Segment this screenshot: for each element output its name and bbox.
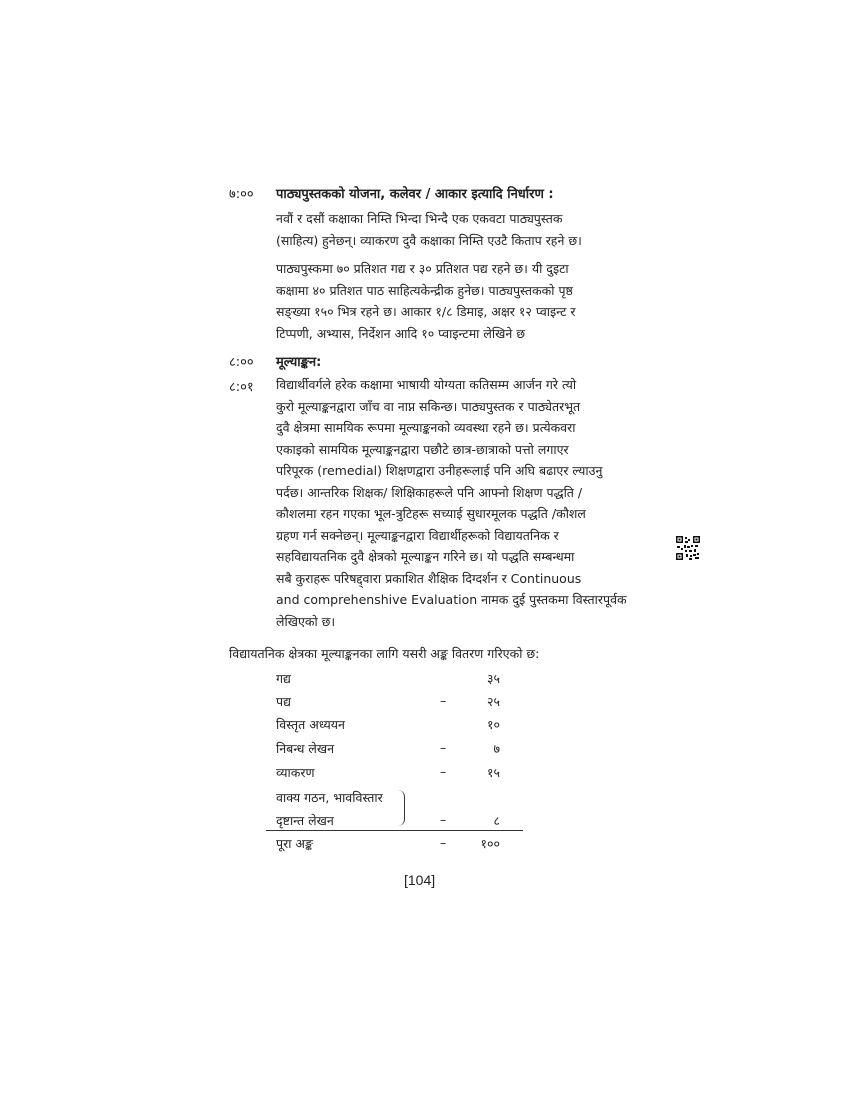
qr-code-icon: [676, 536, 700, 560]
table-row-dash: –: [440, 693, 447, 708]
table-total-label: पूरा अङ्क: [276, 836, 313, 851]
table-row-value: १०: [486, 717, 500, 732]
text-line: लेखिएको छ।: [276, 613, 336, 629]
text-line: पर्दछ। आन्तरिक शिक्षक/ शिक्षिकाहरूले पनि आफ्नो शिक्षण पद्धति /: [276, 484, 583, 500]
table-row-value: १५: [486, 765, 500, 780]
text-line: (साहित्य) हुनेछन्। व्याकरण दुवै कक्षाका निम्ति एउटै किताप रहने छ।: [276, 232, 582, 248]
page-number: [104]: [404, 872, 436, 888]
text-line: पाठ्यपुस्कमा ७० प्रतिशत गद्य र ३० प्रतिशत पद्य रहने छ। यी दुइटा: [276, 261, 569, 276]
text-line: सहविद्यायतनिक दुवै क्षेत्रको मूल्याङ्कन गरिने छ। यो पद्धति सम्बन्धमा: [276, 549, 575, 564]
text-line: नवौं र दसौं कक्षाका निम्ति भिन्दा भिन्दै एक एकवटा पाठ्यपुस्तक: [276, 211, 563, 226]
text-line: दुवै क्षेत्रमा सामयिक रूपमा मूल्याङ्कनको व्यवस्था रहने छ। प्रत्येकवरा: [276, 420, 576, 435]
text-line: कौशलमा रहन गएका भूल-त्रुटिहरू सच्याई सुधारमूलक पद्धति /कौशल: [276, 506, 586, 521]
text-line: and comprehenshive Evaluation नामक दुई पुस्तकमा विस्तारपूर्वक: [276, 592, 627, 607]
text-line: विद्यार्थीवर्गले हरेक कक्षामा भाषायी योग्यता कतिसम्म आर्जन गरे त्यो: [276, 377, 577, 392]
text-line: कुरो मूल्याङ्कनद्वारा जाँच वा नाप्न सकिन्छ। पाठ्यपुस्तक र पाठ्येतरभूत: [276, 398, 581, 414]
table-row-value: ८: [493, 813, 500, 828]
section-number: ८:०१: [229, 380, 254, 395]
table-row-dash: –: [440, 764, 447, 779]
table-row-label: व्याकरण: [276, 765, 315, 780]
section-number: ८:००: [229, 355, 254, 370]
text-line: सङ्ख्या १५० भित्र रहने छ। आकार १/८ डिमाइ, अक्षर १२ प्वाइन्ट र: [276, 304, 576, 319]
total-divider: [266, 830, 523, 831]
table-total-dash: –: [440, 835, 447, 850]
text-line: एकाइको सामयिक मूल्याङ्कनद्वारा पछौटे छात्र-छात्राको पत्तो लगाएर: [276, 441, 569, 457]
section-title: मूल्याङ्कन:: [276, 355, 322, 370]
table-row-dash: –: [440, 740, 447, 755]
table-row-label: निबन्ध लेखन: [276, 741, 335, 756]
table-row-label: पद्य: [276, 694, 291, 709]
section-title: पाठ्यपुस्तकको योजना, कलेवर / आकार इत्यादि निर्धारण :: [276, 187, 554, 202]
table-row-value: ३५: [486, 671, 500, 686]
text-line: परिपूरक (remedial) शिक्षणद्वारा उनीहरूलाई पनि अघि बढाएर ल्याउनु: [276, 463, 603, 478]
text-line: ग्रहण गर्न सक्नेछन्। मूल्याङ्कनद्वारा विद्यार्थीहरूको विद्यायतनिक र: [276, 527, 559, 543]
table-intro: विद्यायतनिक क्षेत्रका मूल्याङ्कनका लागि यसरी अङ्क वितरण गरिएको छ:: [229, 646, 540, 661]
text-line: सबै कुराहरू परिषद्द्वारा प्रकाशित शैक्षिक दिग्दर्शन र Continuous: [276, 570, 582, 586]
table-row-label: वाक्य गठन, भावविस्तार: [276, 790, 383, 805]
table-row-label: विस्तृत अध्ययन: [276, 717, 345, 732]
table-row-value: २५: [486, 694, 500, 709]
paragraph: [276, 208, 582, 251]
text-line: कक्षामा ४० प्रतिशत पाठ साहित्यकेन्द्रीक हुनेछ। पाठ्यपुस्तकको पृष्ठ: [276, 282, 573, 298]
paragraph: [276, 374, 627, 632]
table-row-value: ७: [493, 741, 500, 756]
text-line: टिप्पणी, अभ्यास, निर्देशन आदि १० प्वाइन्टमा लेखिने छ: [276, 325, 525, 341]
table-row-label: दृष्टान्त लेखन: [276, 813, 334, 828]
table-row-dash: –: [440, 812, 447, 827]
section-number: ७:००: [229, 187, 254, 202]
table-row-label: गद्य: [276, 671, 291, 686]
paragraph: [276, 258, 575, 344]
bracket: [398, 790, 405, 826]
table-total-value: १००: [480, 836, 500, 851]
